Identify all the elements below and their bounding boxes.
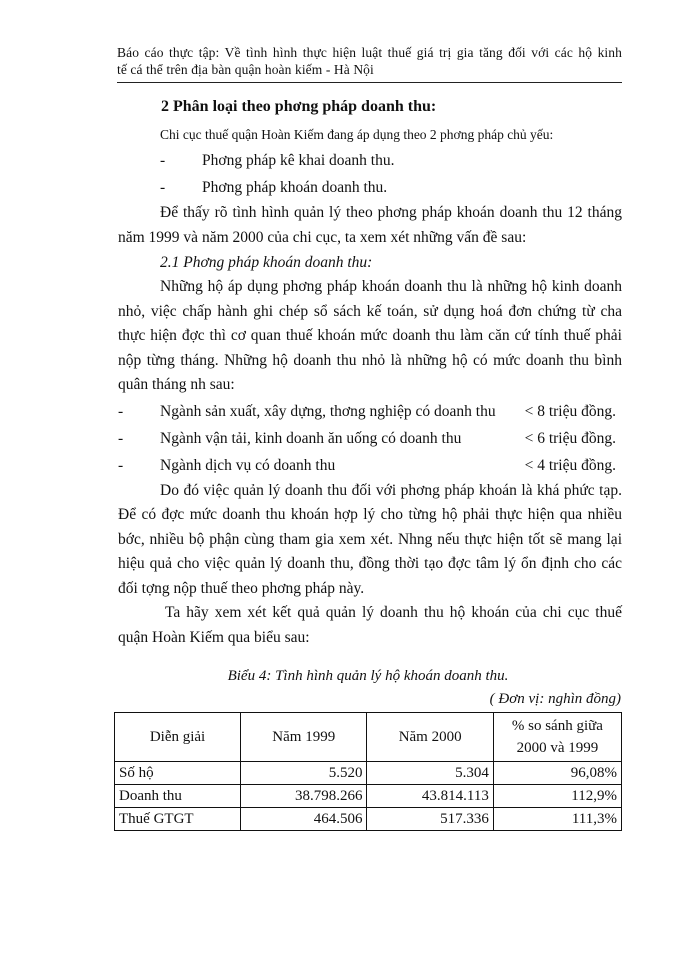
table-caption: Biểu 4: Tình hình quản lý hộ khoán doanh thu. (227, 668, 509, 684)
table-row (115, 808, 622, 831)
dash-bullet: - (160, 179, 166, 196)
header-divider (117, 82, 622, 83)
row-label: Doanh thu (115, 785, 241, 808)
header-cell-line: % so sánh giữa (511, 718, 603, 734)
dash-bullet: - (118, 429, 124, 447)
table-cell: 112,9% (493, 785, 621, 808)
table-cell: 464.506 (241, 808, 367, 831)
table-cell: 111,3% (493, 808, 621, 831)
header-line-1: Báo cáo thực tập: Về tình hình thực hiện luật thuế giá trị gia tăng đối với các hộ kinh (117, 45, 622, 60)
criteria-label: Ngành dịch vụ có doanh thu (160, 456, 336, 474)
table-cell: 38.798.266 (241, 785, 367, 808)
criteria-item (118, 398, 622, 425)
table-unit-note: ( Đơn vị: nghìn đồng) (489, 691, 621, 707)
paragraph-2: Những hộ áp dụng phơng pháp khoán doanh thu là những hộ kinh doanh nhỏ, việc chấp hành ghi chép sổ sách kế toán, sử dụng hoá đơn chứng từ cha thực hiện đợc thì cơ quan thuế khoán mức doanh thu làm căn cứ tính thuế phải nộp từng tháng. Những hộ doanh thu nhỏ là những hộ có mức doanh thu bình quân tháng nh sau: (118, 278, 622, 393)
method-label: Phơng pháp khoán doanh thu. (202, 179, 388, 196)
table-cell: 5.304 (367, 762, 493, 785)
dash-bullet: - (118, 402, 124, 420)
section-heading: 2 Phân loại theo phơng pháp doanh thu: (161, 98, 437, 115)
criteria-value: < 6 triệu đồng. (524, 429, 616, 447)
header-cell (493, 713, 621, 762)
table-cell: 96,08% (493, 762, 621, 785)
header-cell: Diễn giải (115, 713, 241, 762)
header-line-2: tế cá thể trên địa bàn quận hoàn kiếm - Hà Nội (117, 62, 374, 77)
row-label: Thuế GTGT (115, 808, 241, 831)
method-label: Phơng pháp kê khai doanh thu. (202, 152, 395, 169)
table-row (115, 785, 622, 808)
table-row (115, 762, 622, 785)
header-cell-line: 2000 và 1999 (516, 740, 599, 756)
criteria-value: < 8 triệu đồng. (524, 402, 616, 420)
data-table (114, 712, 622, 831)
paragraph-3: Do đó việc quản lý doanh thu đối với phơng pháp khoán là khá phức tạp. Để có đợc mức doanh thu khoán hợp lý cho từng hộ phải thực hiện qua nhiều bớc, nhiều bộ phận cùng tham gia xem xét. Nhng nếu thực hiện tốt sẽ mang lại hiệu quả cho việc quản lý doanh thu, đồng thời tạo đợc tâm lý ổn định cho các đối tợng nộp thuế theo phơng pháp này. (118, 481, 622, 597)
method-item (118, 147, 622, 174)
method-item (118, 174, 622, 201)
row-label: Số hộ (115, 762, 241, 785)
intro-line: Chi cục thuế quận Hoàn Kiếm đang áp dụng theo 2 phơng pháp chủ yếu: (160, 127, 554, 142)
subsection-heading: 2.1 Phơng pháp khoán doanh thu: (160, 254, 373, 271)
table-header-row (115, 713, 622, 762)
table-cell: 5.520 (241, 762, 367, 785)
header-cell: Năm 1999 (241, 713, 367, 762)
page-header (117, 44, 622, 78)
document-body (118, 95, 622, 650)
criteria-value: < 4 triệu đồng. (524, 456, 616, 474)
dash-bullet: - (160, 152, 166, 169)
criteria-item (118, 425, 622, 452)
criteria-item (118, 452, 622, 479)
table-cell: 43.814.113 (367, 785, 493, 808)
criteria-label: Ngành sản xuất, xây dựng, thơng nghiệp có doanh thu (160, 402, 496, 420)
paragraph-4: Ta hãy xem xét kết quả quản lý doanh thu hộ khoán của chi cục thuế quận Hoàn Kiếm qua biểu sau: (118, 604, 622, 646)
paragraph-1: Để thấy rõ tình hình quản lý theo phơng pháp khoán doanh thu 12 tháng năm 1999 và năm 2000 của chi cục, ta xem xét những vấn đề sau: (118, 204, 622, 246)
table-cell: 517.336 (367, 808, 493, 831)
criteria-label: Ngành vận tải, kinh doanh ăn uống có doanh thu (160, 429, 462, 447)
header-cell: Năm 2000 (367, 713, 493, 762)
dash-bullet: - (118, 456, 124, 474)
